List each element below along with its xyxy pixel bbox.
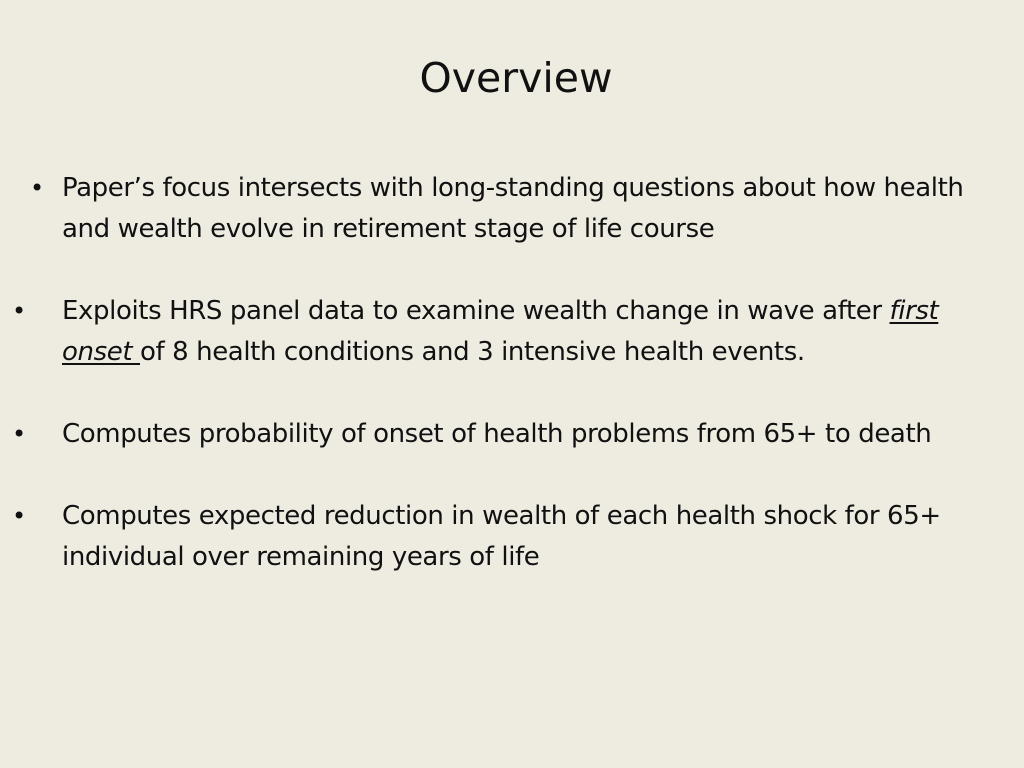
bullet-marker: • <box>12 297 26 325</box>
emphasis-first-onset: first onset <box>62 296 939 367</box>
bullet-text: Computes probability of onset of health problems from 65+ to death <box>62 419 932 449</box>
bullet-text-rest: of 8 health conditions and 3 intensive health events. <box>140 337 805 367</box>
bullet-list <box>0 168 1024 619</box>
bullet-item-wealth-reduction <box>0 496 1024 578</box>
bullet-marker: • <box>12 420 26 448</box>
bullet-item-probability <box>0 414 1024 455</box>
bullet-item-focus <box>0 168 1024 250</box>
bullet-marker: • <box>12 502 26 530</box>
bullet-marker: • <box>30 174 44 202</box>
bullet-text: Computes expected reduction in wealth of each health shock for 65+ individual over remaining years of life <box>62 501 941 572</box>
bullet-text: Paper’s focus intersects with long-standing questions about how health and wealth evolve in retirement stage of life course <box>62 173 964 244</box>
bullet-text-lead: Exploits HRS panel data to examine wealth change in wave after <box>62 296 890 326</box>
slide-title: Overview <box>419 54 613 102</box>
bullet-item-hrs-data <box>0 291 1024 373</box>
